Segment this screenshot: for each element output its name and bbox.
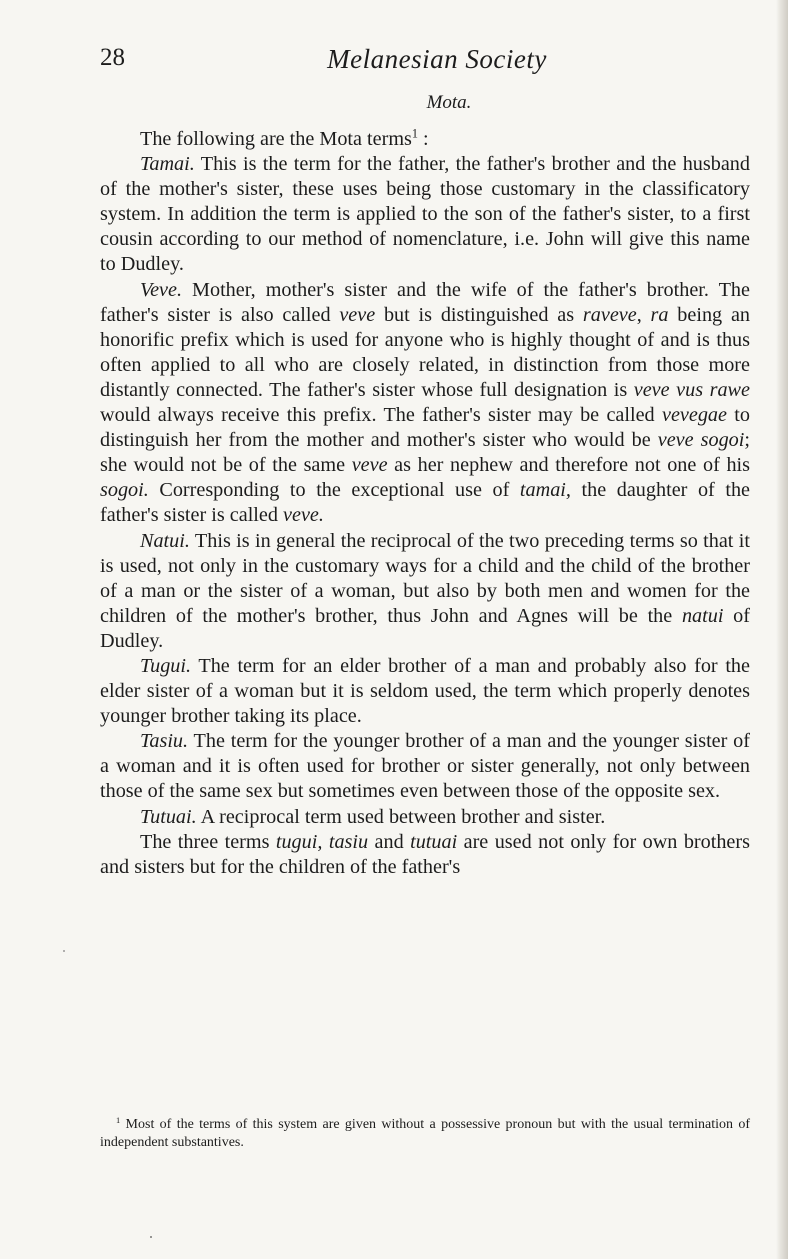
paragraph-tutuai bbox=[100, 805, 750, 830]
kin-term: veve bbox=[351, 454, 388, 477]
paragraph-text: of Dudley. bbox=[100, 604, 750, 652]
page-header bbox=[100, 44, 750, 78]
paragraph-natui bbox=[100, 529, 750, 654]
footnote-ref: 1 bbox=[411, 126, 418, 141]
paragraph-text: , bbox=[636, 303, 651, 326]
paragraph-tamai bbox=[100, 152, 750, 277]
paragraph-text: Mother, mother's sister and the wife of the father's brother. The father's sister is also called bbox=[100, 278, 750, 326]
footnote-mark: 1 bbox=[116, 1115, 121, 1125]
footnote-text: Most of the terms of this system are given without a possessive pronoun but with the usual termination of independent substantives. bbox=[100, 1117, 750, 1150]
kin-term: Tasiu. bbox=[140, 730, 189, 753]
paragraph-intro bbox=[100, 127, 750, 152]
footnote bbox=[100, 1116, 750, 1152]
kin-term: veve sogoi bbox=[657, 429, 745, 452]
paragraph-text: to distinguish her from the mother and mother's sister who would be bbox=[100, 404, 751, 452]
section-heading: Mota. bbox=[426, 92, 472, 113]
paragraph-text: being an honorific prefix which is used for anyone who is highly thought of and is thus often applied to all who are closely related, in distinction from those more distantly connected. The father's sister whose full designation is bbox=[100, 303, 750, 401]
paragraph-text: The term for an elder brother of a man and probably also for the elder sister of a woman but it is seldom used, the term which properly denotes younger brother taking its place. bbox=[100, 654, 750, 728]
paragraph-text: The three terms bbox=[140, 830, 276, 853]
kin-term: veve vus rawe bbox=[633, 378, 750, 401]
paragraph-text: : bbox=[417, 128, 429, 150]
paragraph-tugui bbox=[100, 654, 750, 729]
kin-term: Veve. bbox=[140, 278, 183, 301]
kin-term: sogoi. bbox=[100, 479, 149, 502]
kin-term: ra bbox=[650, 303, 669, 326]
paper-speck bbox=[150, 1236, 152, 1238]
paragraph-text: The term for the younger brother of a man and the younger sister of a woman and it is often used for brother or sister generally, not only between those of the same sex but sometimes even between those of the opposite sex. bbox=[100, 730, 750, 803]
kin-term: natui bbox=[681, 604, 724, 627]
page-edge-shadow bbox=[776, 0, 788, 1259]
kin-term: Tamai. bbox=[140, 153, 195, 176]
paragraph-text: but is distinguished as bbox=[375, 303, 583, 326]
paragraph-text: This is the term for the father, the father's brother and the husband of the mother's sister, these uses being those customary in the classificatory system. In addition the term is applied to the son of the father's sister, to a first cousin according to our method of nomenclature, i.e. John will give this name to Dudley. bbox=[100, 153, 750, 276]
paragraph-text: would always receive this prefix. The father's sister may be called bbox=[100, 404, 662, 427]
body-text bbox=[100, 127, 750, 880]
paragraph-three-terms bbox=[100, 830, 750, 880]
paragraph-text: ; she would not be of the same bbox=[100, 429, 750, 477]
kin-term: veve bbox=[339, 303, 376, 326]
kin-term: tugui, tasiu bbox=[275, 830, 369, 853]
page-number: 28 bbox=[100, 44, 125, 71]
paragraph-veve bbox=[100, 278, 750, 529]
kin-term: raveve bbox=[582, 303, 637, 326]
paragraph-text: A reciprocal term used between brother and sister. bbox=[196, 805, 606, 828]
paragraph-text: Corresponding to the exceptional use of bbox=[148, 479, 520, 502]
paragraph-text: This is in general the reciprocal of the two preceding terms so that it is used, not only in the customary ways for a child and the child of the brother of a man or the sister of a woman, but also by both men and women for the children of the mother's brother, thus John and Agnes will be the bbox=[100, 529, 750, 627]
paragraph-text: are used not only for own brothers and sisters but for the children of the father's bbox=[100, 830, 750, 878]
kin-term: veve. bbox=[283, 504, 324, 527]
paper-speck bbox=[63, 950, 65, 952]
paragraph-text: The following are the Mota terms bbox=[140, 128, 412, 150]
paragraph-text: the daughter of the father's sister is called bbox=[100, 479, 750, 527]
paragraph-text: as her nephew and therefore not one of his bbox=[387, 454, 750, 477]
running-title: Melanesian Society bbox=[327, 44, 547, 74]
kin-term: tamai, bbox=[519, 479, 571, 502]
kin-term: tutuai bbox=[410, 830, 458, 853]
paragraph-tasiu bbox=[100, 729, 750, 804]
kin-term: Tugui. bbox=[140, 654, 192, 677]
kin-term: vevegae bbox=[661, 404, 727, 427]
kin-term: Tutuai. bbox=[140, 805, 197, 828]
paragraph-text: and bbox=[368, 830, 411, 853]
kin-term: Natui. bbox=[140, 529, 190, 552]
